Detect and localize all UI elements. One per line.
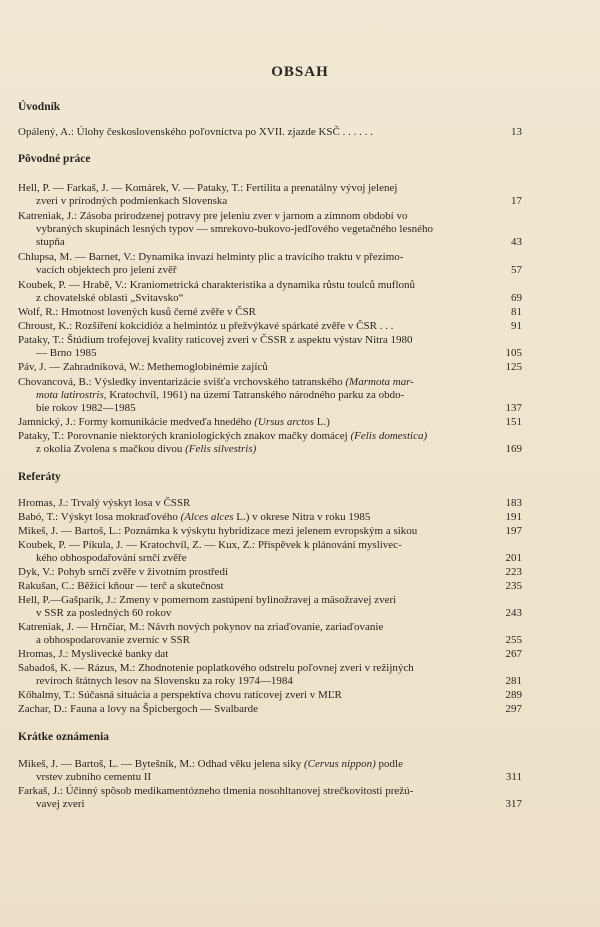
toc-entry-text: Jamnický, J.: Formy komunikácie medveďa hnedého <box>18 416 252 428</box>
toc-entry: Kőhalmy, T.: Súčasná situácia a perspektíva chovu raticovej zveri v MĽR <box>18 689 342 701</box>
toc-entry-line: zveri v prírodných podmienkach Slovenska <box>36 195 228 207</box>
toc-page-number: 105 <box>505 347 522 359</box>
toc-page-number: 57 <box>511 264 522 276</box>
toc-page-number: 243 <box>505 607 522 619</box>
toc-entry: Páv, J. — Zahradníková, W.: Methemoglobinémie zajíců <box>18 361 268 373</box>
toc-entry: Dyk, V.: Pohyb srnčí zvěře v životním prostředí <box>18 566 229 578</box>
toc-page-number: 311 <box>505 771 522 783</box>
toc-page-number: 137 <box>505 402 522 414</box>
toc-page-number: 91 <box>511 320 522 332</box>
toc-entry-line: z chovatelské oblasti „Svitavsko“ <box>36 292 184 304</box>
toc-entry-text: podle <box>378 758 403 770</box>
toc-entry <box>18 662 496 688</box>
toc-entry <box>18 416 496 429</box>
toc-entry <box>18 785 496 811</box>
toc-page-number: 281 <box>505 675 522 687</box>
toc-entry-line: v SSR za posledných 60 rokov <box>36 607 172 619</box>
toc-entry <box>18 511 496 524</box>
species-name: (Cervus nippon) <box>303 758 376 770</box>
toc-entry-line: vacích objektech pro jelení zvěř <box>36 264 177 276</box>
toc-page-number: 223 <box>505 566 522 578</box>
page-title: OBSAH <box>271 64 329 80</box>
section-heading-referaty: Referáty <box>18 471 61 483</box>
species-name: (Felis silvestris) <box>185 443 257 455</box>
toc-page-number: 267 <box>505 648 522 660</box>
toc-page-number: 235 <box>505 580 522 592</box>
toc-entry-line: Chlupsa, M. — Barnet, V.: Dynamika invazí helminty plic a travícího traktu v přezimo- <box>18 251 404 263</box>
species-name: mota latirostris, <box>36 389 107 401</box>
toc-entry <box>18 621 496 647</box>
toc-page-number: 183 <box>505 497 522 509</box>
toc-entry-line <box>18 389 496 402</box>
toc-entry-line: Sabadoš, K. — Rázus, M.: Zhodnotenie poplatkového odstrelu poľovnej zveri v režijných <box>18 662 414 674</box>
toc-entry-line: Hell, P. — Farkaš, J. — Komárek, V. — Pataky, T.: Fertilita a prenatálny vývoj jelenej <box>18 182 398 194</box>
species-name: (Marmota mar- <box>345 376 414 388</box>
toc-entry-text: Chovancová, B.: Výsledky inventarizácie svišťa vrchovského tatranského <box>18 376 343 388</box>
toc-entry-text: Kratochvíl, 1961) na území Tatranského národného parku za obdo- <box>109 389 405 401</box>
toc-page-number: 289 <box>505 689 522 701</box>
toc-entry: Zachar, D.: Fauna a lovy na Špicbergoch — Svalbarde <box>18 703 259 715</box>
toc-entry: Rakušan, C.: Běžící kňour — terč a skutečnost <box>18 580 224 592</box>
toc-entry: Mikeš, J. — Bartoš, L.: Poznámka k výskytu hybridizace mezi jelenem evropským a sikou <box>18 525 418 537</box>
toc-entry <box>18 334 496 360</box>
toc-entry-text: Pataky, T.: Porovnanie niektorých kraniologických znakov mačky domácej <box>18 430 348 442</box>
toc-entry-text: L.) v okrese Nitra v roku 1985 <box>236 511 371 523</box>
toc-entry <box>18 182 496 208</box>
toc-page-number: 151 <box>505 416 522 428</box>
toc-page-number: 297 <box>505 703 522 715</box>
toc-entry-line: Koubek, P. — Hrabě, V.: Kraniometrická charakteristika a dynamika růstu toulců muflonů <box>18 279 416 291</box>
toc-entry-line: Hell, P.—Gašparík, J.: Zmeny v pomernom zastúpení bylinožravej a mäsožravej zveri <box>18 594 397 606</box>
section-heading-povodne: Pôvodné práce <box>18 153 91 165</box>
toc-entry <box>18 210 496 249</box>
toc-entry-text: Mikeš, J. — Bartoš, L. — Bytešník, M.: Odhad věku jelena siky <box>18 758 302 770</box>
toc-entry-text: L.) <box>316 416 330 428</box>
toc-entry-line: vavej zveri <box>36 798 85 810</box>
section-heading-kratke: Krátke oznámenia <box>18 731 110 743</box>
toc-page-number: 69 <box>511 292 522 304</box>
toc-entry-line <box>18 376 414 388</box>
toc-page-number: 197 <box>505 525 522 537</box>
toc-entry-line: — Brno 1985 <box>36 347 97 359</box>
toc-entry: Hromas, J.: Trvalý výskyt losa v ČSSR <box>18 497 191 509</box>
toc-page-number: 169 <box>505 443 522 455</box>
toc-entry-line: Katreniak, J.: Zásoba prirodzenej potravy pre jeleniu zver v jarnom a zimnom období vo <box>18 210 408 222</box>
toc-page-number: 125 <box>505 361 522 373</box>
toc-entry: Wolf, R.: Hmotnost lovených kusů černé zvěře v ČSR <box>18 306 257 318</box>
toc-entry-line: vrstev zubního cementu II <box>36 771 152 783</box>
toc-entry-line: Katreniak, J. — Hrnčiar, M.: Návrh nových pokynov na zriaďovanie, zariaďovanie <box>18 621 384 633</box>
toc-entry-line <box>18 758 403 770</box>
toc-entry-line: a obhospodarovanie zverníc v SSR <box>36 634 190 646</box>
toc-entry-text: Babó, T.: Výskyt losa mokraďového <box>18 511 178 523</box>
toc-entry: Opálený, A.: Úlohy československého poľovníctva po XVII. zjazde KSČ . . . . . . <box>18 126 373 138</box>
toc-entry <box>18 758 496 784</box>
species-name: (Ursus arctos <box>254 416 315 428</box>
section-heading-uvodnik: Úvodník <box>18 101 61 113</box>
toc-entry <box>18 376 496 415</box>
toc-entry-line: Farkaš, J.: Účinný spôsob medikamentózneho tlmenia nosohltanovej strečkovitosti prežú- <box>18 785 414 797</box>
toc-entry-line: Koubek, P. — Pikula, J. — Kratochvíl, Z. — Kux, Z.: Příspěvek k plánování myslivec- <box>18 539 402 551</box>
toc-entry <box>18 430 496 456</box>
toc-entry: Hromas, J.: Myslivecké banky dat <box>18 648 169 660</box>
toc-entry-line: kého obhospodařování srnčí zvěře <box>36 552 187 564</box>
toc-page-number: 43 <box>511 236 522 248</box>
toc-entry-line: stupňa <box>36 236 65 248</box>
toc-entry <box>18 251 496 277</box>
species-name: (Alces alces <box>180 511 234 523</box>
toc-entry-line: bie rokov 1982—1985 <box>36 402 136 414</box>
toc-page-number: 17 <box>511 195 522 207</box>
toc-page-number: 201 <box>505 552 522 564</box>
toc-entry <box>18 279 496 305</box>
toc-entry <box>18 539 496 565</box>
toc-page-number: 13 <box>511 126 522 138</box>
toc-entry <box>18 594 496 620</box>
toc-entry-line <box>18 430 427 442</box>
toc-page-number: 191 <box>505 511 522 523</box>
toc-entry: Chroust, K.: Rozšíření kokcidióz a helmintóz u přežvýkavé spárkaté zvěře v ČSR . . . <box>18 320 394 332</box>
toc-page-number: 255 <box>505 634 522 646</box>
toc-page-number: 81 <box>511 306 522 318</box>
species-name: (Felis domestica) <box>350 430 428 442</box>
toc-entry-text: z okolia Zvolena s mačkou divou <box>36 443 183 455</box>
toc-entry-line: revíroch štátnych lesov na Slovensku za roky 1974—1984 <box>36 675 293 687</box>
toc-page-number: 317 <box>505 798 522 810</box>
toc-entry-line <box>18 443 496 456</box>
toc-entry-line: Pataky, T.: Štúdium trofejovej kvality raticovej zveri v ČSSR z aspektu výstav Nitra 1980 <box>18 334 413 346</box>
toc-entry-line: vybraných skupinách lesných typov — smrekovo-bukovo-jedľového vegetačného lesného <box>36 223 434 235</box>
